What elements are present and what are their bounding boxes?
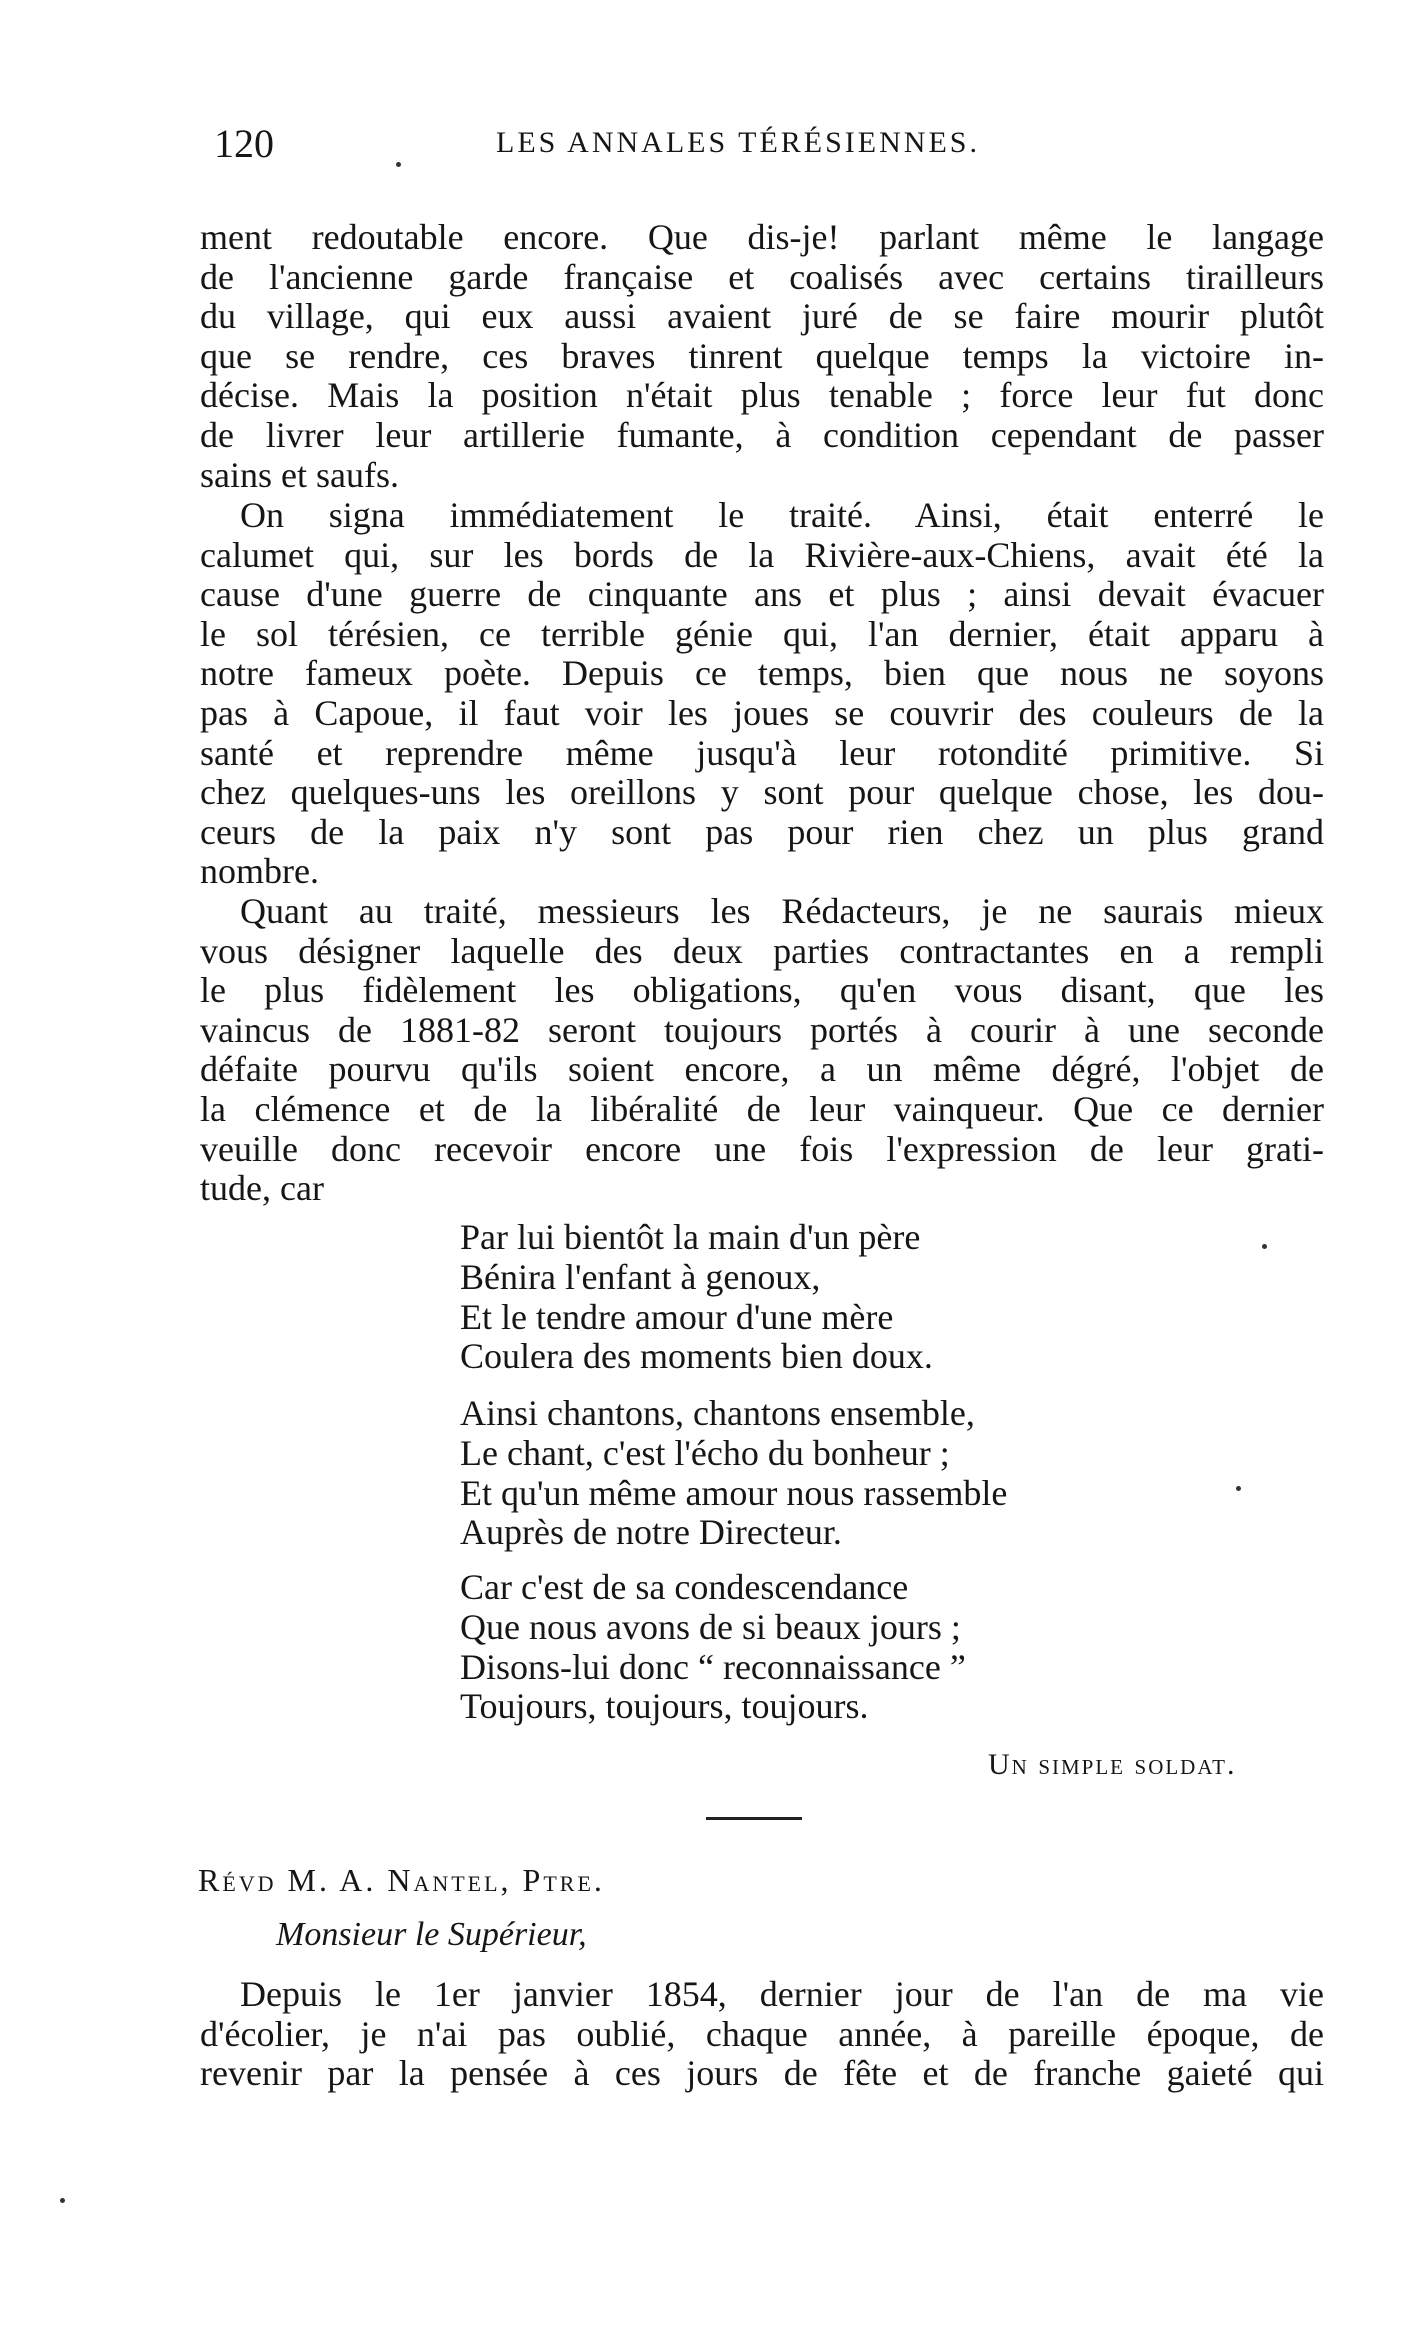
text-line: chez quelques-uns les oreillons y sont pour quelque chose, les dou- (200, 772, 1324, 813)
text-line: décise. Mais la position n'était plus tenable ; force leur fut donc (200, 375, 1324, 416)
letter-salutation: Monsieur le Supérieur, (276, 1916, 587, 1953)
verse-line: Et le tendre amour d'une mère (460, 1296, 894, 1337)
print-speck (1236, 1486, 1241, 1491)
text-line: veuille donc recevoir encore une fois l'expression de leur grati- (200, 1128, 1324, 1169)
paragraph-2 (200, 496, 1324, 892)
text-line: On signa immédiatement le traité. Ainsi, était enterré le (240, 495, 1324, 535)
text-line: Quant au traité, messieurs les Rédacteurs, je ne saurais mieux (240, 891, 1324, 931)
text-line: de livrer leur artillerie fumante, à condition cependant de passer (200, 414, 1324, 455)
print-speck (396, 162, 401, 167)
verse-line: Le chant, c'est l'écho du bonheur ; (460, 1432, 950, 1473)
paragraph-1 (200, 218, 1324, 495)
section-divider (706, 1817, 802, 1820)
text-line: sains et saufs. (200, 454, 399, 495)
text-line: notre fameux poète. Depuis ce temps, bien que nous ne soyons (200, 653, 1324, 694)
verse-line: Coulera des moments bien doux. (460, 1336, 933, 1377)
text-line: tude, car (200, 1168, 324, 1209)
running-title: LES ANNALES TÉRÉSIENNES. (496, 126, 980, 159)
text-line: la clémence et de la libéralité de leur vainqueur. Que ce dernier (200, 1088, 1324, 1129)
verse-line: Bénira l'enfant à genoux, (460, 1256, 821, 1297)
text-line: pas à Capoue, il faut voir les joues se couvrir des couleurs de la (200, 692, 1324, 733)
verse-line: Et qu'un même amour nous rassemble (460, 1472, 1008, 1513)
letter-paragraph (200, 1975, 1324, 2094)
text-line: de l'ancienne garde française et coalisés avec certains tirailleurs (200, 256, 1324, 297)
verse-stanza-3 (460, 1568, 966, 1727)
letter-addressee: Révd M. A. Nantel, Ptre. (198, 1862, 605, 1898)
text-line: revenir par la pensée à ces jours de fête et de franche gaieté qui (200, 2053, 1324, 2094)
text-line: Depuis le 1er janvier 1854, dernier jour de l'an de ma vie (240, 1974, 1324, 2014)
verse-line: Que nous avons de si beaux jours ; (460, 1606, 961, 1647)
verse-line: Disons-lui donc “ reconnaissance ” (460, 1646, 966, 1687)
text-line: nombre. (200, 851, 319, 892)
text-line: d'écolier, je n'ai pas oublié, chaque année, à pareille époque, de (200, 2013, 1324, 2054)
verse-line: Auprès de notre Directeur. (460, 1512, 842, 1553)
text-line: du village, qui eux aussi avaient juré de se faire mourir plutôt (200, 296, 1324, 337)
text-line: calumet qui, sur les bords de la Rivière-aux-Chiens, avait été la (200, 534, 1324, 575)
print-speck (60, 2198, 65, 2203)
text-line: vaincus de 1881-82 seront toujours portés à courir à une seconde (200, 1009, 1324, 1050)
page-header (214, 120, 1224, 170)
verse-line: Ainsi chantons, chantons ensemble, (460, 1393, 975, 1433)
text-line: le sol térésien, ce terrible génie qui, l'an dernier, était apparu à (200, 613, 1324, 654)
page-number: 120 (214, 121, 274, 166)
verse-line: Car c'est de sa condescendance (460, 1567, 909, 1607)
text-line: cause d'une guerre de cinquante ans et plus ; ainsi devait évacuer (200, 574, 1324, 615)
text-line: ment redoutable encore. Que dis-je! parlant même le langage (200, 217, 1324, 257)
text-line: le plus fidèlement les obligations, qu'en vous disant, que les (200, 970, 1324, 1011)
verse-line: Par lui bientôt la main d'un père (460, 1217, 921, 1257)
text-line: vous désigner laquelle des deux parties contractantes en a rempli (200, 930, 1324, 971)
text-line: santé et reprendre même jusqu'à leur rotondité primitive. Si (200, 732, 1324, 773)
verse-line: Toujours, toujours, toujours. (460, 1686, 869, 1727)
text-line: que se rendre, ces braves tinrent quelque temps la victoire in- (200, 335, 1324, 376)
verse-stanza-2 (460, 1394, 1007, 1553)
paragraph-3 (200, 892, 1324, 1209)
signature: Un simple soldat. (988, 1748, 1237, 1781)
text-line: défaite pourvu qu'ils soient encore, a un même dégré, l'objet de (200, 1049, 1324, 1090)
print-speck (1262, 1244, 1267, 1249)
verse-stanza-1 (460, 1218, 933, 1377)
text-line: ceurs de la paix n'y sont pas pour rien chez un plus grand (200, 811, 1324, 852)
